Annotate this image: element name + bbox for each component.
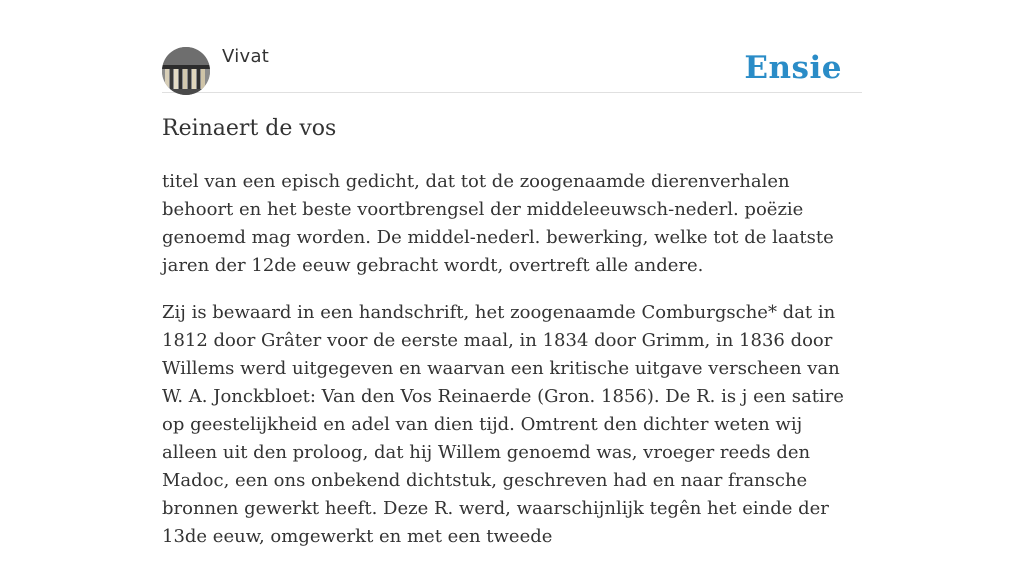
brand-logo[interactable]: Ensie — [744, 50, 842, 86]
article-paragraph: titel van een episch gedicht, dat tot de zoogenaamde dierenverhalen behoort en het beste voortbrengsel der middeleeuwsch-nederl. poëzie genoemd mag worden. De middel-nederl. bewerking, welke tot de laatste jaren der 12de eeuw gebracht wordt, overtreft alle andere. — [162, 171, 834, 276]
article-body — [162, 168, 862, 570]
header — [162, 0, 862, 93]
article-title: Reinaert de vos — [162, 116, 337, 141]
source-avatar[interactable] — [162, 47, 210, 95]
article-paragraph: Zij is bewaard in een handschrift, het zoogenaamde Comburgsche* dat in 1812 door Grâter voor de eerste maal, in 1834 door Grimm, in 1836 door Willems werd uitgegeven en waarvan een kritische uitgave verscheen van W. A. Jonckbloet: Van den Vos Reinaerde (Gron. 1856). De R. is j een satire op geestelijkheid en adel van dien tijd. Omtrent den dichter weten wij alleen uit den proloog, dat hij Willem genoemd was, vroeger reeds den Madoc, een ons onbekend dichtstuk, geschreven had en naar fransche bronnen gewerkt heeft. Deze R. werd, waarschijnlijk tegên het einde der 13de eeuw, omgewerkt en met een tweede — [162, 302, 844, 547]
source-name[interactable]: Vivat — [222, 46, 270, 67]
book-spines-icon — [162, 47, 210, 95]
page — [162, 0, 862, 547]
